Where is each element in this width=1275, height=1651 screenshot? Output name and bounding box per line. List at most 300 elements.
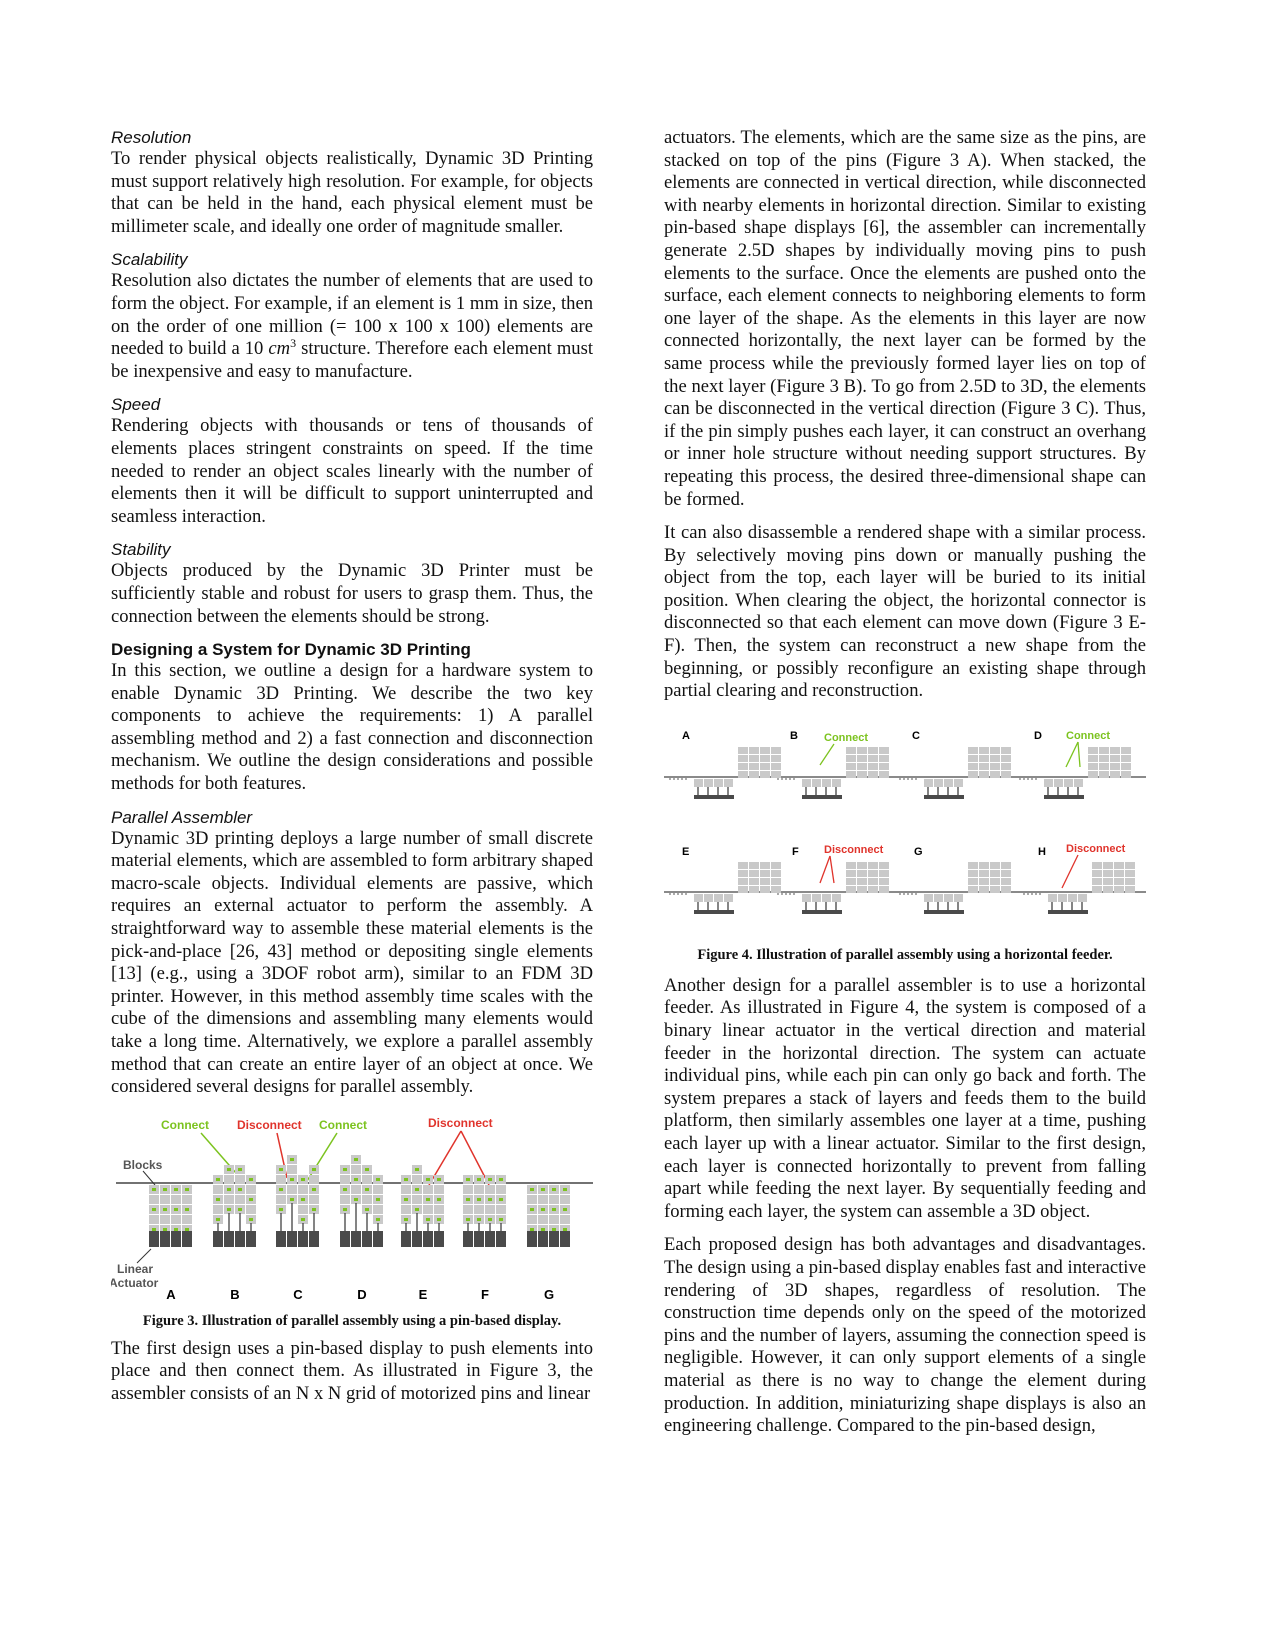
feeder-block bbox=[738, 878, 748, 885]
platform-block bbox=[822, 894, 831, 902]
element-block bbox=[412, 1175, 422, 1184]
connector-dot bbox=[249, 1178, 253, 1181]
platform-block bbox=[924, 894, 933, 902]
platform-block bbox=[704, 779, 713, 787]
connector-dot bbox=[354, 1198, 358, 1201]
feeder-block bbox=[760, 886, 770, 893]
feeder-block bbox=[868, 870, 878, 877]
actuator-block bbox=[171, 1231, 181, 1247]
feeder-block bbox=[968, 862, 978, 869]
element-block bbox=[373, 1205, 383, 1214]
element-block bbox=[298, 1205, 308, 1214]
feeder-block bbox=[1092, 878, 1102, 885]
feeder-block bbox=[968, 870, 978, 877]
figure-3 bbox=[111, 1113, 593, 1330]
feeder-block bbox=[879, 870, 889, 877]
connector-dot bbox=[365, 1168, 369, 1171]
feeder-block bbox=[990, 747, 1000, 754]
feeder-block bbox=[760, 862, 770, 869]
actuator-block bbox=[560, 1231, 570, 1247]
connector-dot bbox=[279, 1168, 283, 1171]
connector-dot bbox=[290, 1178, 294, 1181]
feeder-block bbox=[1125, 886, 1135, 893]
feeder-block bbox=[738, 862, 748, 869]
connector-dot bbox=[488, 1218, 492, 1221]
connector-dot bbox=[227, 1208, 231, 1211]
actuator-block bbox=[298, 1231, 308, 1247]
connector-dot bbox=[343, 1188, 347, 1191]
feeder-block bbox=[879, 878, 889, 885]
element-block bbox=[351, 1185, 361, 1194]
fig3-panel-a: A bbox=[166, 1286, 176, 1302]
connector-dot bbox=[216, 1178, 220, 1181]
connector-dot bbox=[415, 1188, 419, 1191]
actuator-block bbox=[160, 1231, 170, 1247]
platform-base bbox=[802, 910, 842, 914]
element-block bbox=[224, 1175, 234, 1184]
actuator-block bbox=[527, 1231, 537, 1247]
feeder-block bbox=[760, 755, 770, 762]
connector-dot bbox=[477, 1218, 481, 1221]
actuator-block bbox=[412, 1231, 422, 1247]
actuator-block bbox=[287, 1231, 297, 1247]
feeder-block bbox=[760, 771, 770, 778]
actuator-block bbox=[423, 1231, 433, 1247]
connector-dot bbox=[174, 1228, 178, 1231]
actuator-block bbox=[276, 1231, 286, 1247]
feeder-block bbox=[771, 747, 781, 754]
fig4-disconnect-label-f: Disconnect bbox=[824, 843, 884, 856]
resolution-heading: Resolution bbox=[111, 128, 192, 147]
connector-dot bbox=[279, 1208, 283, 1211]
first-design-paragraph: The first design uses a pin-based display to push elements into place and then connect them. As illustrated in Figure 3, the assembler consists of an N x N grid of motorized pins and linear bbox=[111, 1337, 593, 1404]
scalability-unit: cm bbox=[268, 338, 291, 360]
feeder-block bbox=[1001, 878, 1011, 885]
fig4-panels bbox=[669, 747, 1135, 914]
feeder-block bbox=[1121, 763, 1131, 770]
feeder-block bbox=[1099, 763, 1109, 770]
element-block bbox=[224, 1195, 234, 1204]
connector-dot bbox=[488, 1178, 492, 1181]
feeder-block bbox=[846, 747, 856, 754]
figure-3-caption: Figure 3. Illustration of parallel assembly using a pin-based display. bbox=[142, 1312, 562, 1329]
feeder-block bbox=[1103, 870, 1113, 877]
element-block bbox=[149, 1215, 159, 1224]
feeder-block bbox=[749, 862, 759, 869]
platform-block bbox=[724, 894, 733, 902]
element-block bbox=[463, 1185, 473, 1194]
actuator-block bbox=[538, 1231, 548, 1247]
feeder-block bbox=[857, 755, 867, 762]
speed-paragraph: Rendering objects with thousands or tens of thousands of elements places stringent constraints on speed. If the time needed to render an object scales linearly with the number of elements then it will be difficult to support uninterrupted and seamless interaction. bbox=[111, 415, 593, 527]
feeder-block bbox=[879, 771, 889, 778]
feeder-block bbox=[1001, 771, 1011, 778]
feeder-block bbox=[1103, 886, 1113, 893]
fig3-disconnect-label-2: Disconnect bbox=[428, 1115, 493, 1130]
element-block bbox=[149, 1195, 159, 1204]
feeder-block bbox=[1001, 870, 1011, 877]
connector-dot bbox=[238, 1208, 242, 1211]
feeder-block bbox=[771, 878, 781, 885]
actuator-block bbox=[463, 1231, 473, 1247]
platform-block bbox=[1058, 894, 1067, 902]
platform-block bbox=[714, 779, 723, 787]
fig3-linear-label: Linear bbox=[117, 1261, 154, 1276]
platform-block bbox=[954, 894, 963, 902]
actuator-block bbox=[362, 1231, 372, 1247]
fig4-panel-f: F bbox=[792, 845, 799, 858]
platform-base bbox=[802, 795, 842, 799]
connector-dot bbox=[152, 1208, 156, 1211]
fig4-panel-b: B bbox=[790, 729, 798, 742]
connector-dot bbox=[343, 1168, 347, 1171]
fig3-connect-label-1: Connect bbox=[161, 1117, 209, 1132]
feeder-block bbox=[868, 763, 878, 770]
feeder-block bbox=[857, 862, 867, 869]
connector-dot bbox=[376, 1178, 380, 1181]
connector-dot bbox=[426, 1178, 430, 1181]
feeder-block bbox=[738, 886, 748, 893]
connector-dot bbox=[312, 1208, 316, 1211]
element-block bbox=[423, 1185, 433, 1194]
feeder-block bbox=[846, 755, 856, 762]
element-block bbox=[527, 1195, 537, 1204]
speed-heading: Speed bbox=[111, 395, 161, 415]
feeder-block bbox=[979, 755, 989, 762]
connector-dot bbox=[415, 1208, 419, 1211]
feeder-block bbox=[990, 771, 1000, 778]
feeder-block bbox=[1121, 747, 1131, 754]
feeder-block bbox=[738, 747, 748, 754]
feeder-block bbox=[1092, 886, 1102, 893]
element-block bbox=[412, 1195, 422, 1204]
feeder-block bbox=[738, 755, 748, 762]
element-block bbox=[287, 1165, 297, 1174]
actuator-block bbox=[485, 1231, 495, 1247]
fig3-panel-b: B bbox=[230, 1286, 240, 1302]
feeder-block bbox=[979, 771, 989, 778]
feeder-block bbox=[846, 771, 856, 778]
feeder-block bbox=[879, 763, 889, 770]
element-block bbox=[549, 1215, 559, 1224]
element-block bbox=[160, 1195, 170, 1204]
platform-block bbox=[1048, 894, 1057, 902]
connector-dot bbox=[354, 1178, 358, 1181]
platform-block bbox=[694, 779, 703, 787]
feeder-block bbox=[1125, 878, 1135, 885]
fig4-connect-label-d: Connect bbox=[1066, 729, 1110, 742]
element-block bbox=[246, 1185, 256, 1194]
stability-paragraph: Objects produced by the Dynamic 3D Printer must be sufficiently stable and robust for users to grasp them. Thus, the connection between the elements should be strong. bbox=[111, 560, 593, 627]
element-block bbox=[527, 1215, 537, 1224]
connector-dot bbox=[530, 1188, 534, 1191]
platform-base bbox=[1044, 795, 1084, 799]
platform-block bbox=[934, 894, 943, 902]
element-block bbox=[182, 1215, 192, 1224]
feeder-block bbox=[846, 862, 856, 869]
actuator-block bbox=[401, 1231, 411, 1247]
left-column bbox=[111, 127, 593, 1406]
feeder-block bbox=[1092, 862, 1102, 869]
connector-dot bbox=[249, 1218, 253, 1221]
element-block bbox=[373, 1185, 383, 1194]
fig4-top-labels bbox=[682, 730, 1110, 744]
connector-dot bbox=[174, 1188, 178, 1191]
feeder-block bbox=[968, 771, 978, 778]
actuator-block bbox=[373, 1231, 383, 1247]
feeder-block bbox=[1125, 870, 1135, 877]
feeder-block bbox=[1088, 747, 1098, 754]
platform-block bbox=[1068, 894, 1077, 902]
feeder-block bbox=[749, 870, 759, 877]
feeder-paragraph: Another design for a parallel assembler is to use a horizontal feeder. As illustrated in Figure 4, the system is composed of a binary linear actuator in the vertical direction and material feeder in the horizontal direction. The system can actuate individual pins, while each pin can only go back and forth. The system prepares a stack of layers and feeds them to the build platform, then similarly assembles one layer at a time, pushing each layer up with a linear actuator. Similar to the first design, each layer is connected horizontally to prevent from falling apart while feeding the next layer. By sequentially feeding and forming each layer, the system can assemble a 3D object. bbox=[664, 974, 1146, 1222]
connector-dot bbox=[415, 1168, 419, 1171]
element-block bbox=[276, 1175, 286, 1184]
connector-dot bbox=[301, 1178, 305, 1181]
element-block bbox=[362, 1195, 372, 1204]
connector-dot bbox=[437, 1198, 441, 1201]
feeder-block bbox=[1110, 747, 1120, 754]
connector-dot bbox=[552, 1228, 556, 1231]
platform-base bbox=[924, 910, 964, 914]
feeder-block bbox=[1001, 862, 1011, 869]
feeder-block bbox=[979, 763, 989, 770]
figure-4-caption: Figure 4. Illustration of parallel assembly using a horizontal feeder. bbox=[697, 946, 1113, 963]
fig3-connect-label-2: Connect bbox=[319, 1117, 367, 1132]
connector-dot bbox=[466, 1178, 470, 1181]
feeder-block bbox=[990, 878, 1000, 885]
feeder-block bbox=[857, 886, 867, 893]
feeder-block bbox=[979, 886, 989, 893]
element-block bbox=[309, 1195, 319, 1204]
element-block bbox=[182, 1195, 192, 1204]
feeder-block bbox=[990, 862, 1000, 869]
connector-dot bbox=[312, 1188, 316, 1191]
feeder-block bbox=[771, 886, 781, 893]
connector-dot bbox=[152, 1188, 156, 1191]
platform-block bbox=[704, 894, 713, 902]
platform-block bbox=[832, 894, 841, 902]
right-column bbox=[664, 127, 1146, 1438]
fig3-panel-e: E bbox=[418, 1286, 428, 1302]
actuator-block bbox=[149, 1231, 159, 1247]
feeder-block bbox=[760, 878, 770, 885]
connector-dot bbox=[354, 1158, 358, 1161]
connector-dot bbox=[163, 1188, 167, 1191]
actuator-block bbox=[496, 1231, 506, 1247]
design-section-heading: Designing a System for Dynamic 3D Printing bbox=[111, 640, 471, 660]
feeder-block bbox=[738, 771, 748, 778]
feeder-block bbox=[868, 878, 878, 885]
feeder-block bbox=[771, 763, 781, 770]
feeder-block bbox=[749, 763, 759, 770]
fig3-panel-labels bbox=[166, 1287, 554, 1302]
disassemble-paragraph: It can also disassemble a rendered shape with a similar process. By selectively moving pins down or manually pushing the object from the top, each layer will be buried to its initial position. When clearing the object, the horizontal connector is disconnected so that each element can move down (Figure 3 E-F). Then, the system can reconstruct a new shape from the beginning, or possibly reconfigure an existing shape through partial clearing and reconstruction. bbox=[664, 522, 1146, 702]
feeder-block bbox=[1114, 878, 1124, 885]
figure-4 bbox=[664, 725, 1146, 964]
element-block bbox=[160, 1215, 170, 1224]
feeder-block bbox=[968, 878, 978, 885]
platform-block bbox=[924, 779, 933, 787]
feeder-block bbox=[749, 878, 759, 885]
connector-dot bbox=[216, 1198, 220, 1201]
feeder-block bbox=[990, 755, 1000, 762]
feeder-block bbox=[1110, 771, 1120, 778]
feeder-block bbox=[1001, 886, 1011, 893]
element-block bbox=[401, 1205, 411, 1214]
connector-dot bbox=[216, 1218, 220, 1221]
feeder-block bbox=[879, 886, 889, 893]
platform-base bbox=[694, 910, 734, 914]
feeder-block bbox=[738, 870, 748, 877]
feeder-block bbox=[1114, 870, 1124, 877]
platform-block bbox=[802, 779, 811, 787]
scalability-exponent: 3 bbox=[290, 335, 297, 350]
feeder-block bbox=[760, 747, 770, 754]
platform-block bbox=[1074, 779, 1083, 787]
feeder-block bbox=[868, 862, 878, 869]
element-block bbox=[287, 1185, 297, 1194]
fig4-disconnect-label-h: Disconnect bbox=[1066, 842, 1126, 855]
connector-dot bbox=[365, 1188, 369, 1191]
platform-block bbox=[944, 894, 953, 902]
element-block bbox=[276, 1195, 286, 1204]
connector-dot bbox=[563, 1228, 567, 1231]
feeder-block bbox=[979, 870, 989, 877]
feeder-block bbox=[1001, 755, 1011, 762]
connector-dot bbox=[301, 1198, 305, 1201]
feeder-block bbox=[771, 755, 781, 762]
feeder-block bbox=[846, 763, 856, 770]
connector-dot bbox=[152, 1228, 156, 1231]
element-block bbox=[340, 1195, 350, 1204]
feeder-block bbox=[979, 878, 989, 885]
connector-dot bbox=[488, 1198, 492, 1201]
connector-dot bbox=[279, 1188, 283, 1191]
element-block bbox=[434, 1185, 444, 1194]
element-block bbox=[171, 1195, 181, 1204]
fig4-panel-c: C bbox=[912, 729, 920, 742]
fig4-connect-label-b: Connect bbox=[824, 731, 868, 744]
platform-block bbox=[944, 779, 953, 787]
figure-4-illustration bbox=[664, 725, 1146, 935]
platform-block bbox=[1044, 779, 1053, 787]
feeder-block bbox=[879, 747, 889, 754]
scalability-text-b: structure. Therefore each element must be inexpensive and easy to manufacture. bbox=[111, 338, 593, 382]
feeder-block bbox=[738, 763, 748, 770]
feeder-block bbox=[846, 878, 856, 885]
fig3-actuator-label: Actuator bbox=[111, 1275, 159, 1290]
connector-dot bbox=[541, 1208, 545, 1211]
feeder-block bbox=[749, 771, 759, 778]
feeder-block bbox=[1114, 886, 1124, 893]
feeder-block bbox=[868, 771, 878, 778]
feeder-block bbox=[868, 886, 878, 893]
connector-dot bbox=[563, 1208, 567, 1211]
element-block bbox=[538, 1195, 548, 1204]
connector-dot bbox=[541, 1228, 545, 1231]
platform-block bbox=[812, 779, 821, 787]
resolution-paragraph: To render physical objects realistically, Dynamic 3D Printing must support relatively high resolution. For example, for objects that can be held in the hand, each physical element must be millimeter scale, and ideally one order of magnitude smaller. bbox=[111, 148, 593, 237]
element-block bbox=[474, 1205, 484, 1214]
platform-base bbox=[924, 795, 964, 799]
parallel-assembler-heading: Parallel Assembler bbox=[111, 807, 253, 827]
element-block bbox=[496, 1185, 506, 1194]
connector-dot bbox=[541, 1188, 545, 1191]
feeder-block bbox=[868, 747, 878, 754]
feeder-block bbox=[857, 763, 867, 770]
platform-block bbox=[954, 779, 963, 787]
connector-dot bbox=[238, 1188, 242, 1191]
fig3-panel-f: F bbox=[481, 1286, 489, 1302]
connector-dot bbox=[530, 1228, 534, 1231]
feeder-block bbox=[1103, 862, 1113, 869]
element-block bbox=[362, 1175, 372, 1184]
actuator-pointer bbox=[137, 1249, 151, 1263]
feeder-block bbox=[968, 755, 978, 762]
actuator-block bbox=[340, 1231, 350, 1247]
element-block bbox=[213, 1205, 223, 1214]
platform-block bbox=[714, 894, 723, 902]
feeder-block bbox=[1110, 763, 1120, 770]
fig3-blocks-label: Blocks bbox=[123, 1157, 163, 1172]
connector-dot bbox=[185, 1228, 189, 1231]
figure-3-illustration bbox=[111, 1113, 593, 1303]
feeder-block bbox=[760, 870, 770, 877]
fig3-disconnect-label-1: Disconnect bbox=[237, 1117, 302, 1132]
continuation-paragraph: actuators. The elements, which are the same size as the pins, are stacked on top of the pins (Figure 3 A). When stacked, the elements are connected in vertical direction, while disconnected with nearby elements in horizontal direction. Similar to existing pin-based shape displays [6], the assembler can incrementally generate 2.5D shapes by individually moving pins to push elements to the surface. Once the elements are pushed onto the surface, each element connects to neighboring elements to form one layer of the shape. As the elements in this layer are now connected horizontally, the next layer can be formed by the same process while the previously formed layer lies on top of the next layer (Figure 3 B). To go from 2.5D to 3D, the elements can be disconnected in the vertical direction (Figure 3 C). Thus, if the pin simply pushes each layer, it can construct an overhang or inner hole structure without needing support structures. By repeating this process, the desired three-dimensional shape can be formed. bbox=[664, 127, 1146, 510]
feeder-block bbox=[1103, 878, 1113, 885]
connector-dot bbox=[466, 1198, 470, 1201]
connector-dot bbox=[290, 1158, 294, 1161]
element-block bbox=[298, 1185, 308, 1194]
element-block bbox=[351, 1165, 361, 1174]
actuator-block bbox=[351, 1231, 361, 1247]
tradeoff-paragraph: Each proposed design has both advantages and disadvantages. The design using a pin-based display enables fast and interactive rendering of 3D shapes, regardless of resolution. The construction time depends only on the speed of the motorized pins and the number of layers, assuming the connection speed is negligible. However, it can only support elements of a single material as there is no way to change the element during production. In addition, miniaturizing shape displays is also an engineering challenge. Compared to the pin-based design, bbox=[664, 1234, 1146, 1437]
connector-dot bbox=[301, 1218, 305, 1221]
connector-dot bbox=[437, 1178, 441, 1181]
connector-dot bbox=[343, 1208, 347, 1211]
feeder-block bbox=[771, 862, 781, 869]
feeder-block bbox=[749, 755, 759, 762]
scalability-heading: Scalability bbox=[111, 250, 188, 270]
actuator-block bbox=[235, 1231, 245, 1247]
element-block bbox=[401, 1185, 411, 1194]
fig3-panel-d: D bbox=[357, 1286, 367, 1302]
feeder-block bbox=[1099, 755, 1109, 762]
element-block bbox=[235, 1195, 245, 1204]
connector-dot bbox=[365, 1208, 369, 1211]
connector-dot bbox=[437, 1218, 441, 1221]
feeder-block bbox=[968, 763, 978, 770]
actuator-block bbox=[549, 1231, 559, 1247]
connector-dot bbox=[552, 1208, 556, 1211]
connector-dot bbox=[466, 1218, 470, 1221]
connector-dot bbox=[477, 1198, 481, 1201]
connector-dot bbox=[312, 1168, 316, 1171]
actuator-block bbox=[182, 1231, 192, 1247]
feeder-block bbox=[1099, 771, 1109, 778]
element-block bbox=[485, 1205, 495, 1214]
element-block bbox=[213, 1185, 223, 1194]
design-paragraph: In this section, we outline a design for a hardware system to enable Dynamic 3D Printing. We describe the two key components to achieve the requirements: 1) A parallel assembling method and 2) a fast connection and disconnection mechanism. We outline the design considerations and possible methods for both features. bbox=[111, 660, 593, 795]
feeder-block bbox=[857, 747, 867, 754]
platform-block bbox=[1064, 779, 1073, 787]
feeder-block bbox=[968, 747, 978, 754]
feeder-block bbox=[868, 755, 878, 762]
element-block bbox=[434, 1205, 444, 1214]
feeder-block bbox=[1110, 755, 1120, 762]
